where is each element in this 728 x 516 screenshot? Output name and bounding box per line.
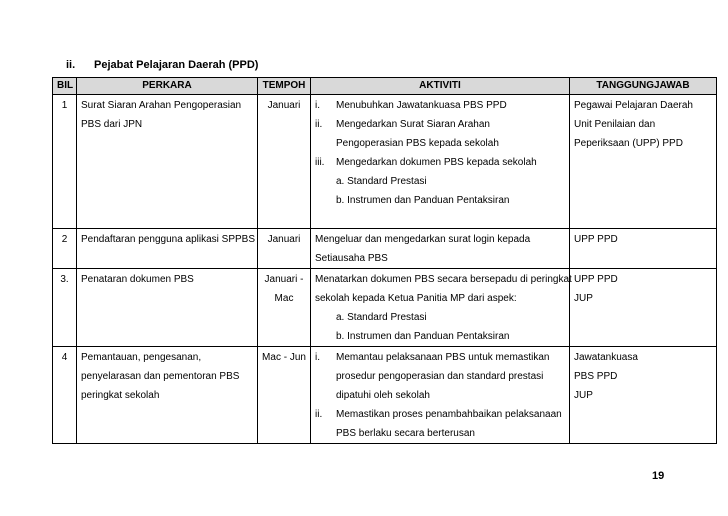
sub-item: b. Instrumen dan Panduan Pentaksiran	[336, 195, 510, 206]
table-row	[53, 95, 717, 229]
cell-aktiviti	[311, 269, 570, 347]
cell-text: Mac - Jun	[262, 352, 306, 363]
item-text: Pengoperasian PBS kepada sekolah	[336, 138, 499, 149]
item-text: Mengeluar dan mengedarkan surat login kepada	[315, 234, 531, 245]
cell-text: Januari -	[264, 274, 304, 285]
cell-text: Penataran dokumen PBS	[81, 274, 194, 285]
cell-text: Peperiksaan (UPP) PPD	[574, 138, 683, 149]
section-number: ii.	[66, 59, 76, 71]
cell-perkara	[77, 95, 258, 229]
activity-item	[315, 115, 565, 153]
header-tanggungjawab: TANGGUNGJAWAB	[570, 78, 717, 95]
item-marker: i.	[315, 352, 320, 363]
table-header-row	[53, 78, 717, 95]
cell-text: Jawatankuasa	[574, 352, 638, 363]
item-text: Menubuhkan Jawatankuasa PBS PPD	[336, 100, 507, 111]
activity-item	[315, 153, 565, 172]
cell-text: PBS PPD	[574, 371, 618, 382]
activity-item	[315, 96, 565, 115]
cell-tanggungjawab	[570, 347, 717, 444]
header-perkara: PERKARA	[77, 78, 258, 95]
item-text: Mengedarkan Surat Siaran Arahan	[336, 119, 490, 130]
section-title: Pejabat Pelajaran Daerah (PPD)	[94, 59, 259, 71]
item-text: prosedur pengoperasian dan standard prestasi	[336, 371, 544, 382]
item-marker: ii.	[315, 119, 323, 130]
activity-table	[52, 77, 717, 444]
cell-text: JUP	[574, 390, 593, 401]
header-aktiviti: AKTIVITI	[311, 78, 570, 95]
cell-text: Pendaftaran pengguna aplikasi SPPBS	[81, 234, 256, 245]
cell-text: penyelarasan dan pementoran PBS	[81, 371, 240, 382]
item-text: Memastikan proses penambahbaikan pelaksanaan	[336, 409, 562, 420]
cell-tanggungjawab	[570, 229, 717, 269]
table-row	[53, 229, 717, 269]
item-text: PBS berlaku secara berterusan	[336, 428, 475, 439]
cell-perkara	[77, 229, 258, 269]
cell-perkara	[77, 269, 258, 347]
cell-bil: 1	[53, 95, 77, 229]
sub-item: a. Standard Prestasi	[336, 176, 427, 187]
cell-tanggungjawab	[570, 95, 717, 229]
sub-item: b. Instrumen dan Panduan Pentaksiran	[336, 331, 510, 342]
item-text: Setiausaha PBS	[315, 253, 388, 264]
cell-text: UPP PPD	[574, 274, 618, 285]
cell-text: Januari	[267, 100, 301, 111]
cell-tanggungjawab	[570, 269, 717, 347]
item-text: Menatarkan dokumen PBS secara bersepadu di peringkat	[315, 274, 572, 285]
item-text: Memantau pelaksanaan PBS untuk memastikan	[336, 352, 550, 363]
cell-bil: 2	[53, 229, 77, 269]
cell-text: peringkat sekolah	[81, 390, 160, 401]
cell-perkara	[77, 347, 258, 444]
cell-text: Mac	[274, 293, 294, 304]
cell-tempoh	[258, 95, 311, 229]
activity-item	[315, 405, 565, 443]
cell-text: Pemantauan, pengesanan,	[81, 352, 202, 363]
item-marker: iii.	[315, 157, 325, 168]
item-marker: ii.	[315, 409, 323, 420]
item-marker: i.	[315, 100, 320, 111]
item-text: sekolah kepada Ketua Panitia MP dari aspek:	[315, 293, 517, 304]
table-row	[53, 269, 717, 347]
cell-bil: 4	[53, 347, 77, 444]
cell-text: UPP PPD	[574, 234, 618, 245]
activity-item	[315, 348, 565, 405]
section-heading	[66, 59, 258, 71]
header-bil: BIL	[53, 78, 77, 95]
cell-tempoh	[258, 229, 311, 269]
sub-item: a. Standard Prestasi	[336, 312, 427, 323]
cell-text: Surat Siaran Arahan Pengoperasian	[81, 100, 242, 111]
cell-aktiviti	[311, 95, 570, 229]
cell-text: JUP	[574, 293, 593, 304]
cell-tempoh	[258, 347, 311, 444]
cell-text: PBS dari JPN	[81, 119, 143, 130]
cell-aktiviti	[311, 229, 570, 269]
item-text: dipatuhi oleh sekolah	[336, 390, 430, 401]
cell-aktiviti	[311, 347, 570, 444]
cell-text: Pegawai Pelajaran Daerah	[574, 100, 693, 111]
item-text: Mengedarkan dokumen PBS kepada sekolah	[336, 157, 537, 168]
header-tempoh: TEMPOH	[258, 78, 311, 95]
cell-bil: 3.	[53, 269, 77, 347]
page-number: 19	[652, 470, 665, 482]
table-row	[53, 347, 717, 444]
cell-text: Januari	[267, 234, 301, 245]
cell-text: Unit Penilaian dan	[574, 119, 656, 130]
cell-tempoh	[258, 269, 311, 347]
